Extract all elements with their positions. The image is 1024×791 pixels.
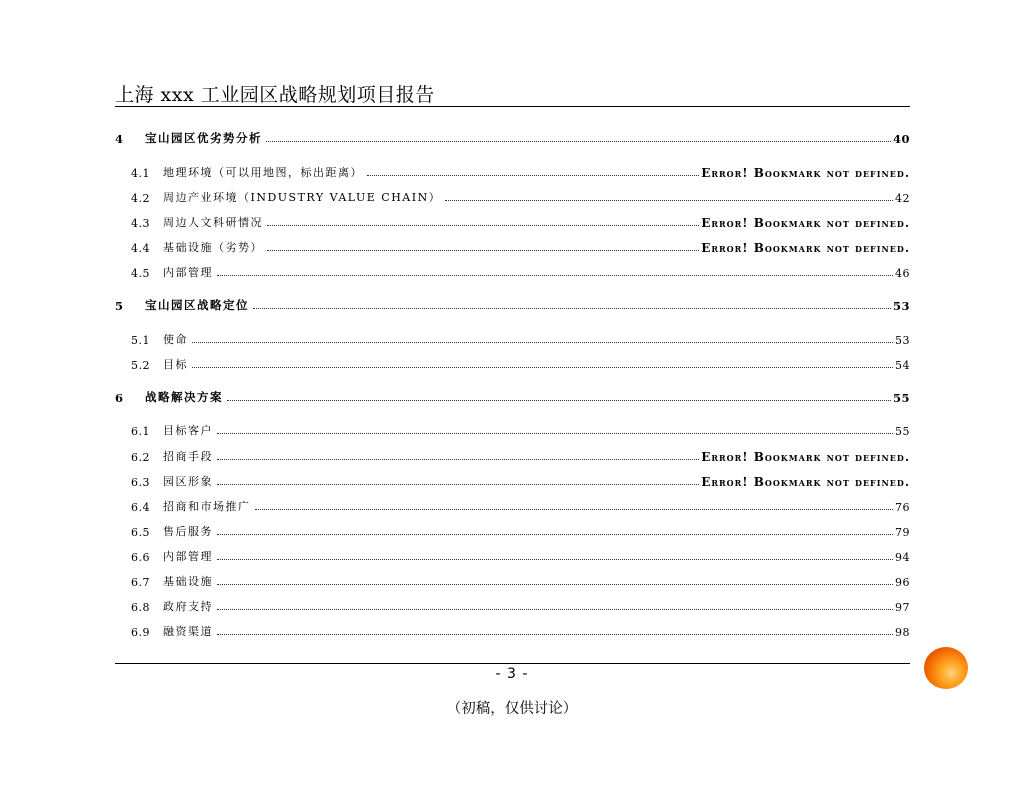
toc-page: 96 [895, 576, 910, 589]
toc-label: 招商手段 [163, 450, 213, 463]
toc-label: 内部管理 [163, 550, 213, 563]
toc-page: 98 [895, 626, 910, 639]
toc-item-6-8[interactable] [115, 594, 910, 614]
toc-number: 4 [115, 132, 125, 146]
document-title: 上海 xxx 工业园区战略规划项目报告 [115, 84, 435, 106]
toc-item-4-4[interactable] [115, 235, 910, 255]
toc-page: 79 [895, 526, 910, 539]
toc-number: 6.6 [131, 551, 150, 564]
header-divider [115, 106, 910, 107]
toc-label: 周边产业环境（INDUSTRY VALUE CHAIN） [163, 191, 442, 204]
toc-leader [217, 559, 893, 560]
toc-page: 42 [895, 192, 910, 205]
toc-number: 5 [115, 299, 125, 313]
toc-item-5-1[interactable] [115, 327, 910, 347]
toc-leader [267, 225, 699, 226]
toc-leader [267, 250, 699, 251]
toc-item-6-2[interactable] [115, 444, 910, 464]
toc-leader [217, 534, 893, 535]
toc-section-6[interactable] [115, 385, 910, 405]
toc-leader [217, 584, 893, 585]
footer-divider [115, 663, 910, 664]
toc-page: 53 [895, 334, 910, 347]
toc-leader [217, 275, 893, 276]
toc-leader [217, 433, 893, 434]
toc-section-4[interactable] [115, 126, 910, 146]
toc-leader [217, 609, 893, 610]
toc-item-5-2[interactable] [115, 352, 910, 372]
toc-item-4-3[interactable] [115, 210, 910, 230]
toc-page-error: Error! Bookmark not defined. [701, 216, 910, 230]
toc-leader [192, 342, 893, 343]
toc-number: 6.4 [131, 501, 150, 514]
toc-leader [253, 308, 891, 309]
toc-leader [227, 400, 891, 401]
toc-item-6-9[interactable] [115, 619, 910, 639]
toc-number: 6.2 [131, 451, 150, 464]
toc-number: 4.5 [131, 267, 150, 280]
toc-label: 基础设施 [163, 575, 213, 588]
toc-label: 周边人文科研情况 [163, 216, 263, 229]
toc-label: 售后服务 [163, 525, 213, 538]
toc-item-6-5[interactable] [115, 519, 910, 539]
toc-item-6-7[interactable] [115, 569, 910, 589]
toc-item-6-3[interactable] [115, 469, 910, 489]
toc-number: 6 [115, 391, 125, 405]
toc-label: 地理环境（可以用地图，标出距离） [163, 166, 363, 179]
toc-item-6-1[interactable] [115, 418, 910, 438]
toc-number: 5.1 [131, 334, 150, 347]
toc-item-4-1[interactable] [115, 160, 910, 180]
toc-number: 6.1 [131, 425, 150, 438]
toc-page-error: Error! Bookmark not defined. [701, 450, 910, 464]
toc-number: 6.8 [131, 601, 150, 614]
toc-page: 55 [895, 425, 910, 438]
toc-number: 6.7 [131, 576, 150, 589]
page-number: - 3 - [495, 666, 529, 682]
toc-leader [266, 141, 891, 142]
toc-page: 54 [895, 359, 910, 372]
toc-leader [217, 459, 699, 460]
toc-number: 6.9 [131, 626, 150, 639]
toc-label: 宝山园区战略定位 [145, 298, 249, 312]
toc-page: 97 [895, 601, 910, 614]
toc-number: 4.2 [131, 192, 150, 205]
toc-label: 目标客户 [163, 424, 213, 437]
toc-label: 融资渠道 [163, 625, 213, 638]
toc-label: 战略解决方案 [145, 390, 223, 404]
toc-leader [217, 634, 893, 635]
toc-number: 4.1 [131, 167, 150, 180]
toc-label: 基础设施（劣势） [163, 241, 263, 254]
toc-item-4-5[interactable] [115, 260, 910, 280]
toc-leader [255, 509, 894, 510]
toc-page-error: Error! Bookmark not defined. [701, 241, 910, 255]
toc-label: 园区形象 [163, 475, 213, 488]
toc-label: 内部管理 [163, 266, 213, 279]
toc-number: 4.3 [131, 217, 150, 230]
toc-label: 宝山园区优劣势分析 [145, 131, 262, 145]
toc-page: 46 [895, 267, 910, 280]
toc-leader [445, 200, 893, 201]
orange-ball-logo [924, 647, 968, 689]
toc-number: 6.3 [131, 476, 150, 489]
toc-page-error: Error! Bookmark not defined. [701, 475, 910, 489]
toc-item-6-4[interactable] [115, 494, 910, 514]
toc-page: 40 [892, 132, 910, 146]
toc-item-4-2[interactable] [115, 185, 910, 205]
toc-label: 目标 [163, 358, 188, 371]
toc-page: 53 [892, 299, 910, 313]
toc-label: 招商和市场推广 [163, 500, 251, 513]
toc-page: 76 [895, 501, 910, 514]
toc-page: 94 [895, 551, 910, 564]
toc-page: 55 [892, 391, 910, 405]
toc-page-error: Error! Bookmark not defined. [701, 166, 910, 180]
toc-item-6-6[interactable] [115, 544, 910, 564]
toc-number: 6.5 [131, 526, 150, 539]
toc-leader [192, 367, 893, 368]
toc-label: 使命 [163, 333, 188, 346]
draft-note: （初稿，仅供讨论） [446, 701, 578, 717]
toc-leader [217, 484, 699, 485]
toc-number: 4.4 [131, 242, 150, 255]
toc-leader [367, 175, 699, 176]
toc-label: 政府支持 [163, 600, 213, 613]
toc-number: 5.2 [131, 359, 150, 372]
toc-section-5[interactable] [115, 293, 910, 313]
